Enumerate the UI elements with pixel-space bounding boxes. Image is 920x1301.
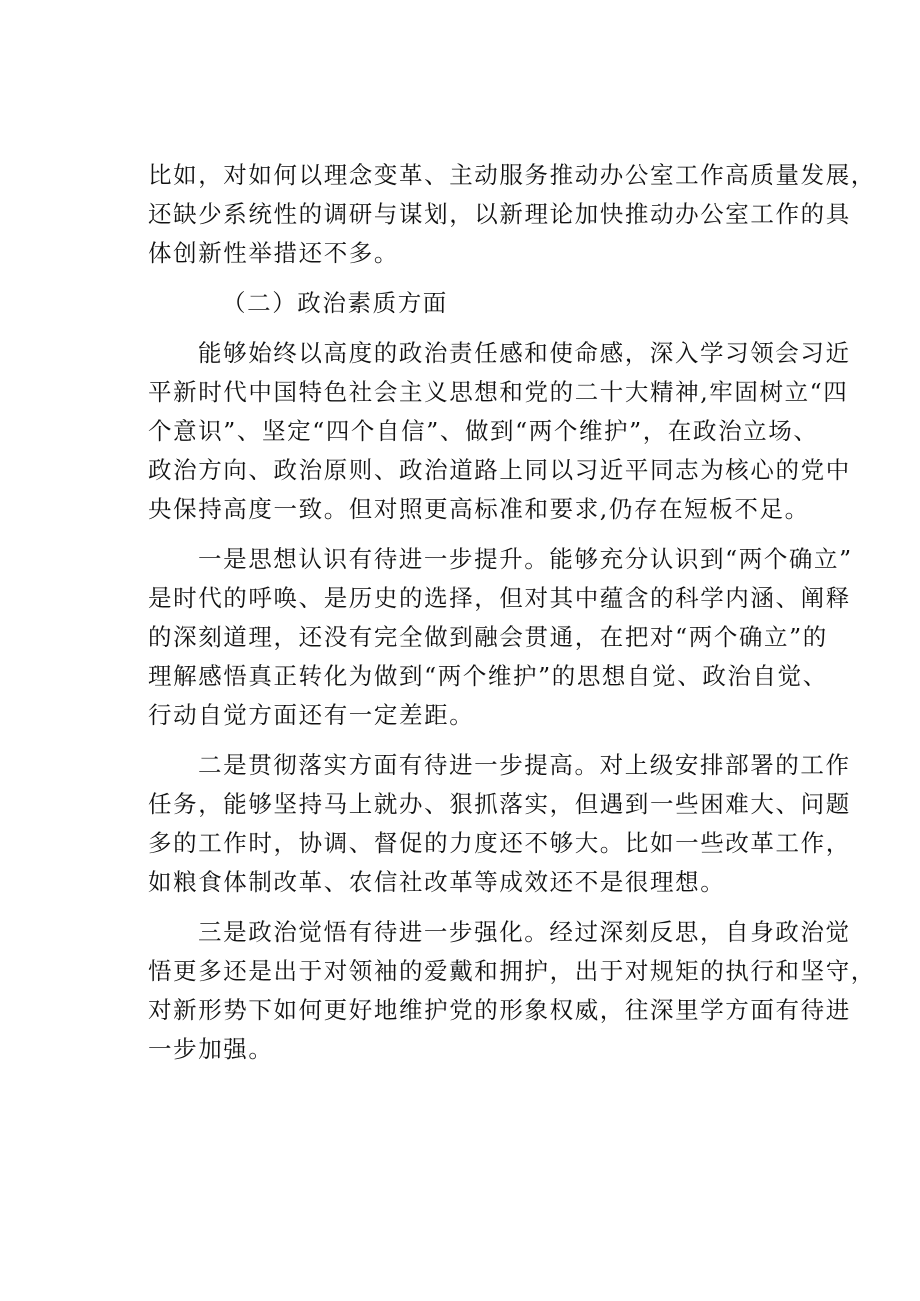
text-line: 多的工作时，协调、督促的力度还不够大。比如一些改革工作， <box>148 829 851 857</box>
text-line: 三是政治觉悟有待进一步强化。经过深刻反思，自身政治觉 <box>198 918 851 946</box>
text-line: 还缺少系统性的调研与谋划，以新理论加快推动办公室工作的具 <box>148 200 851 228</box>
text-line: 如粮食体制改革、农信社改革等成效还不是很理想。 <box>148 868 726 896</box>
section-heading-text: （二）政治素质方面 <box>222 289 448 317</box>
paragraph-point-two <box>148 746 851 902</box>
paragraph-political-quality <box>148 334 851 529</box>
document-body <box>148 156 876 1069</box>
paragraph-intro-continued <box>148 156 876 273</box>
paragraph-point-one <box>148 540 853 735</box>
text-line: 一步加强。 <box>148 1035 274 1063</box>
text-line: 二是贯彻落实方面有待进一步提高。对上级安排部署的工作 <box>198 751 851 779</box>
text-line: 行动自觉方面还有一定差距。 <box>148 701 475 729</box>
text-line: 一是思想认识有待进一步提升。能够充分认识到“两个确立” <box>198 545 853 573</box>
text-line: 能够始终以高度的政治责任感和使命感，深入学习领会习近 <box>198 339 851 367</box>
text-line: 央保持高度一致。但对照更高标准和要求,仍存在短板不足。 <box>148 495 810 523</box>
text-line: 是时代的呼唤、是历史的选择，但对其中蕴含的科学内涵、阐释 <box>148 584 851 612</box>
text-line: 平新时代中国特色社会主义思想和党的二十大精神,牢固树立“四 <box>148 378 849 406</box>
text-line: 的深刻道理，还没有完全做到融会贯通，在把对“两个确立”的 <box>148 623 828 651</box>
text-line: 任务，能够坚持马上就办、狠抓落实，但遇到一些困难大、问题 <box>148 790 851 818</box>
text-line: 体创新性举措还不多。 <box>148 239 399 267</box>
section-heading <box>148 284 803 323</box>
text-line: 比如，对如何以理念变革、主动服务推动办公室工作高质量发展， <box>148 161 876 189</box>
text-line: 个意识”、坚定“四个自信”、做到“两个维护”，在政治立场、 <box>148 417 819 445</box>
paragraph-point-three <box>148 913 876 1069</box>
text-line: 理解感悟真正转化为做到“两个维护”的思想自觉、政治自觉、 <box>148 662 828 690</box>
text-line: 悟更多还是出于对领袖的爱戴和拥护，出于对规矩的执行和坚守， <box>148 957 876 985</box>
text-line: 政治方向、政治原则、政治道路上同以习近平同志为核心的党中 <box>148 456 851 484</box>
text-line: 对新形势下如何更好地维护党的形象权威，往深里学方面有待进 <box>148 996 851 1024</box>
